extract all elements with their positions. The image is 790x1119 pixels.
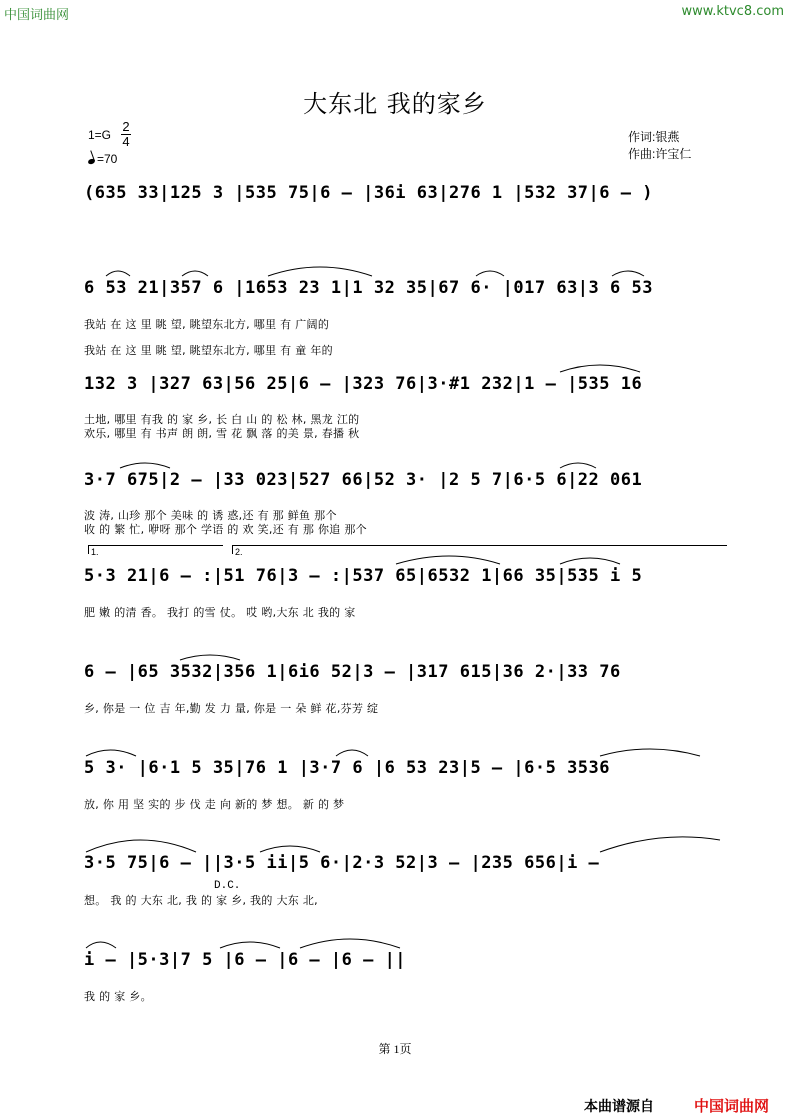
composer-credit: 作曲:许宝仁 [628, 147, 692, 161]
site-url-right[interactable]: www.ktvc8.com [681, 4, 784, 19]
score-system-3: 132 3 |327 63|56 25|6 – |323 76|3·#1 232|1 – |535 16 [84, 374, 643, 394]
lyric-line-7: 放, 你 用 坚 实的 步 伐 走 向 新的 梦 想。 新 的 梦 [84, 798, 345, 811]
time-top: 2 [122, 119, 130, 134]
lyric-line-2a: 我站 在 这 里 眺 望, 眺望东北方, 哪里 有 广阔的 [84, 318, 330, 331]
score-system-2: 6 53 21|357 6 |1653 23 1|1 32 35|67 6· |017 63|3 6 53 [84, 278, 653, 298]
first-ending-label: 1. [91, 547, 99, 557]
tempo-marking [88, 152, 117, 166]
score-system-1: (635 33|125 3 |535 75|6 – |36i 63|276 1 |532 37|6 – ) [84, 183, 653, 203]
lyric-line-4a: 波 涛, 山珍 那个 美味 的 诱 惑,还 有 那 鲜鱼 那个 [84, 509, 337, 522]
source-site-link[interactable]: 中国词曲网 [694, 1097, 770, 1115]
score-system-6: 6 – |65 3532|356 1|6i6 52|3 – |317 615|36 2·|33 76 [84, 662, 621, 682]
lyric-line-2b: 我站 在 这 里 眺 望, 眺望东北方, 哪里 有 童 年的 [84, 344, 333, 357]
lyric-line-6: 乡, 你是 一 位 吉 年,勤 发 力 量, 你是 一 朵 鲜 花,芬芳 绽 [84, 702, 379, 715]
second-ending-label: 2. [235, 547, 243, 557]
tempo-value: =70 [97, 152, 118, 166]
lyric-line-4b: 收 的 繁 忙, 咿呀 那个 学语 的 欢 笑,还 有 那 你追 那个 [84, 523, 367, 536]
score-system-7: 5 3· |6·1 5 35|76 1 |3·7 6 |6 53 23|5 – |6·5 3536 [84, 758, 611, 778]
song-title: 大东北 我的家乡 [303, 90, 487, 118]
source-label: 本曲谱源自 [584, 1099, 654, 1115]
score-system-4: 3·7 675|2 – |33 023|527 66|52 3· |2 5 7|6·5 6|22 061 [84, 470, 643, 490]
second-ending-bracket [232, 545, 727, 557]
quarter-note-icon [87, 158, 95, 165]
score-system-8: 3·5 75|6 – ||3·5 ii|5 6·|2·3 52|3 – |235 656|i – [84, 853, 600, 873]
site-logo-left[interactable]: 中国词曲网 [4, 8, 70, 23]
lyricist-credit: 作词:银燕 [628, 130, 680, 144]
lyric-line-3b: 欢乐, 哪里 有 书声 朗 朗, 雪 花 飘 落 的美 景, 春播 秋 [84, 427, 360, 440]
first-ending-bracket [88, 545, 223, 557]
lyric-line-8: 想。 我 的 大东 北, 我 的 家 乡, 我的 大东 北, [84, 894, 318, 907]
score-system-5: 5·3 21|6 – :|51 76|3 – :|537 65|6532 1|66 35|535 i 5 [84, 566, 643, 586]
key-signature: 1=G [88, 128, 112, 142]
lyric-line-9: 我 的 家 乡。 [84, 990, 152, 1003]
lyric-line-5: 肥 嫩 的清 香。 我打 的雪 仗。 哎 哟,大东 北 我的 家 [84, 606, 356, 619]
time-signature [121, 120, 131, 149]
page-number: 第 1页 [378, 1042, 412, 1056]
time-bottom: 4 [122, 134, 130, 149]
da-capo-marking: D.C. [214, 880, 241, 892]
score-system-9: i – |5·3|7 5 |6 – |6 – |6 – || [84, 950, 407, 970]
lyric-line-3a: 土地, 哪里 有我 的 家 乡, 长 白 山 的 松 林, 黑龙 江的 [84, 413, 360, 426]
